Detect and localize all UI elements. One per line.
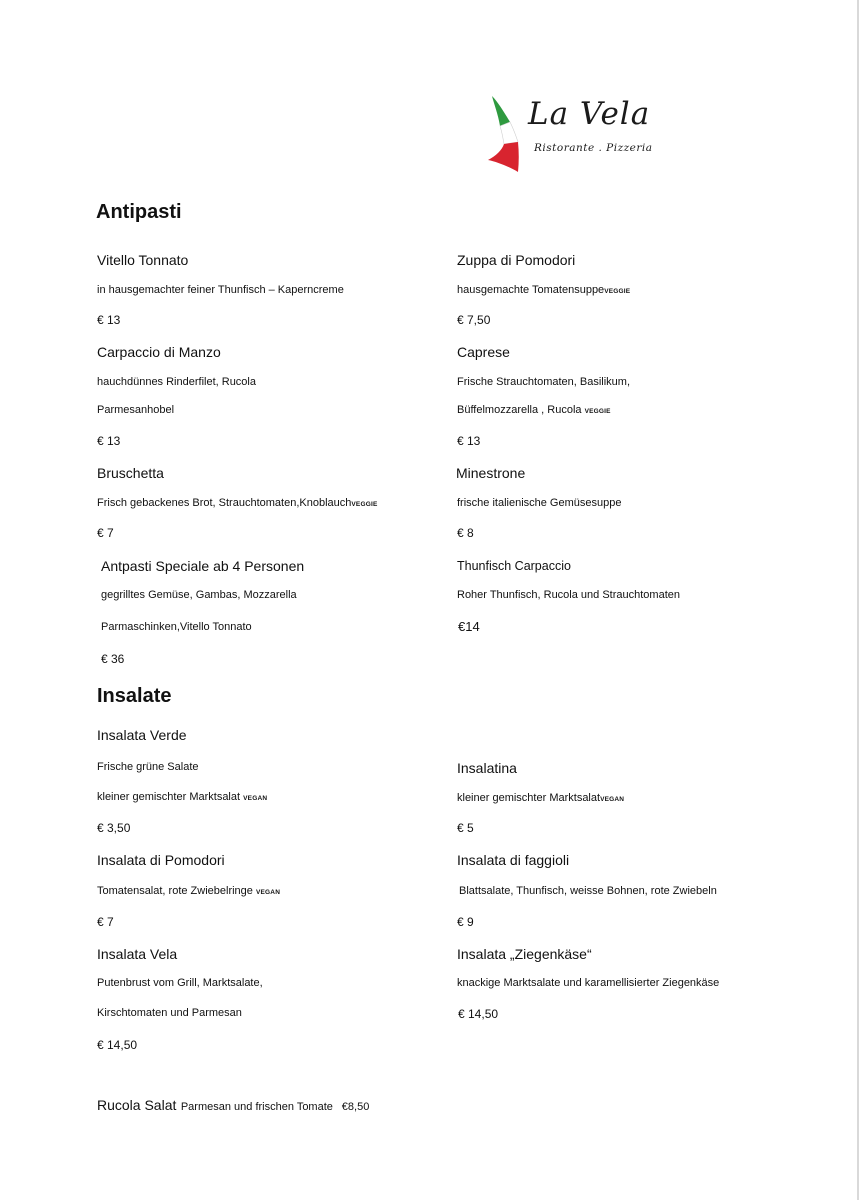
dish-price: € 7,50 (457, 313, 491, 327)
dish-name: Insalata di Pomodori (97, 852, 225, 868)
dish-name: Insalata „Ziegenkäse“ (457, 946, 592, 962)
dish-name: Vitello Tonnato (97, 252, 189, 268)
dish-name: Zuppa di Pomodori (457, 252, 576, 268)
dish-price: € 8 (457, 526, 474, 540)
dish-description: kleiner gemischter MarktsalatVEGAN (457, 792, 625, 804)
dish-description: frische italienische Gemüsesuppe (457, 497, 622, 509)
dish-price: € 14,50 (458, 1007, 499, 1021)
dish-description: Frisch gebackenes Brot, Strauchtomaten,KnoblauchVEGGIE (97, 497, 378, 509)
dish-description: Parmesan und frischen Tomate (180, 1101, 333, 1113)
dish-price: € 7 (97, 526, 114, 540)
dish-price: € 13 (97, 434, 121, 448)
dish-description: knackige Marktsalate und karamellisierter Ziegenkäse (457, 977, 720, 989)
dish-price: € 5 (457, 821, 474, 835)
dish-price: € 3,50 (97, 821, 131, 835)
restaurant-logo (484, 92, 674, 176)
dish-description: kleiner gemischter Marktsalat VEGAN (97, 791, 268, 803)
dish-description: hauchdünnes Rinderfilet, Rucola (97, 376, 256, 388)
dish-description: Tomatensalat, rote Zwiebelringe VEGAN (97, 885, 281, 897)
dish-name: Insalata Verde (97, 727, 187, 743)
dish-price: € 36 (101, 652, 125, 666)
dish-price: €8,50 (341, 1101, 370, 1113)
dish-name: Carpaccio di Manzo (97, 344, 221, 360)
vegan-tag: VEGAN (600, 796, 625, 803)
logo-title: La Vela (528, 96, 651, 132)
dish-name: Minestrone (456, 465, 526, 481)
dish-name: Antpasti Speciale ab 4 Personen (101, 558, 305, 574)
veggie-tag: VEGGIE (351, 501, 378, 508)
dish-description: gegrilltes Gemüse, Gambas, Mozzarella (101, 589, 297, 601)
vegan-tag: VEGAN (255, 889, 281, 896)
dish-description: Roher Thunfisch, Rucola und Strauchtomaten (457, 589, 680, 601)
dish-name: Thunfisch Carpaccio (457, 559, 571, 573)
section-insalate-heading: Insalate (97, 685, 172, 707)
dish-name: Insalatina (457, 760, 517, 776)
dish-description: in hausgemachter feiner Thunfisch – Kaperncreme (97, 284, 344, 296)
dish-price: € 13 (457, 434, 481, 448)
dish-price: €14 (458, 619, 480, 634)
dish-description: Frische Strauchtomaten, Basilikum, (457, 376, 631, 388)
dish-name: Insalata Vela (97, 946, 178, 962)
dish-price: € 13 (97, 313, 121, 327)
dish-description: Parmesanhobel (97, 404, 175, 416)
veggie-tag: VEGGIE (604, 288, 631, 295)
dish-price: € 9 (457, 915, 474, 929)
dish-description: hausgemachte TomatensuppeVEGGIE (457, 284, 631, 296)
rucola-salat-line (97, 1097, 369, 1115)
dish-description: Putenbrust vom Grill, Marktsalate, (97, 977, 263, 989)
dish-description: Büffelmozzarella , Rucola VEGGIE (457, 404, 611, 416)
dish-name: Bruschetta (97, 465, 164, 481)
vegan-tag: VEGAN (243, 795, 268, 802)
dish-name: Caprese (457, 344, 510, 360)
dish-price: € 14,50 (97, 1038, 138, 1052)
section-antipasti-heading: Antipasti (96, 201, 182, 223)
veggie-tag: VEGGIE (584, 408, 611, 415)
dish-description: Frische grüne Salate (97, 761, 199, 773)
italian-flag-sail-icon (484, 92, 528, 176)
dish-description: Kirschtomaten und Parmesan (97, 1007, 242, 1019)
dish-description: Blattsalate, Thunfisch, weisse Bohnen, rote Zwiebeln (459, 885, 717, 897)
dish-name: Insalata di faggioli (457, 852, 570, 868)
dish-description: Parmaschinken,Vitello Tonnato (101, 621, 252, 633)
logo-subtitle: Ristorante . Pizzeria (534, 142, 653, 154)
dish-name: Rucola Salat (97, 1097, 177, 1113)
dish-price: € 7 (97, 915, 114, 929)
